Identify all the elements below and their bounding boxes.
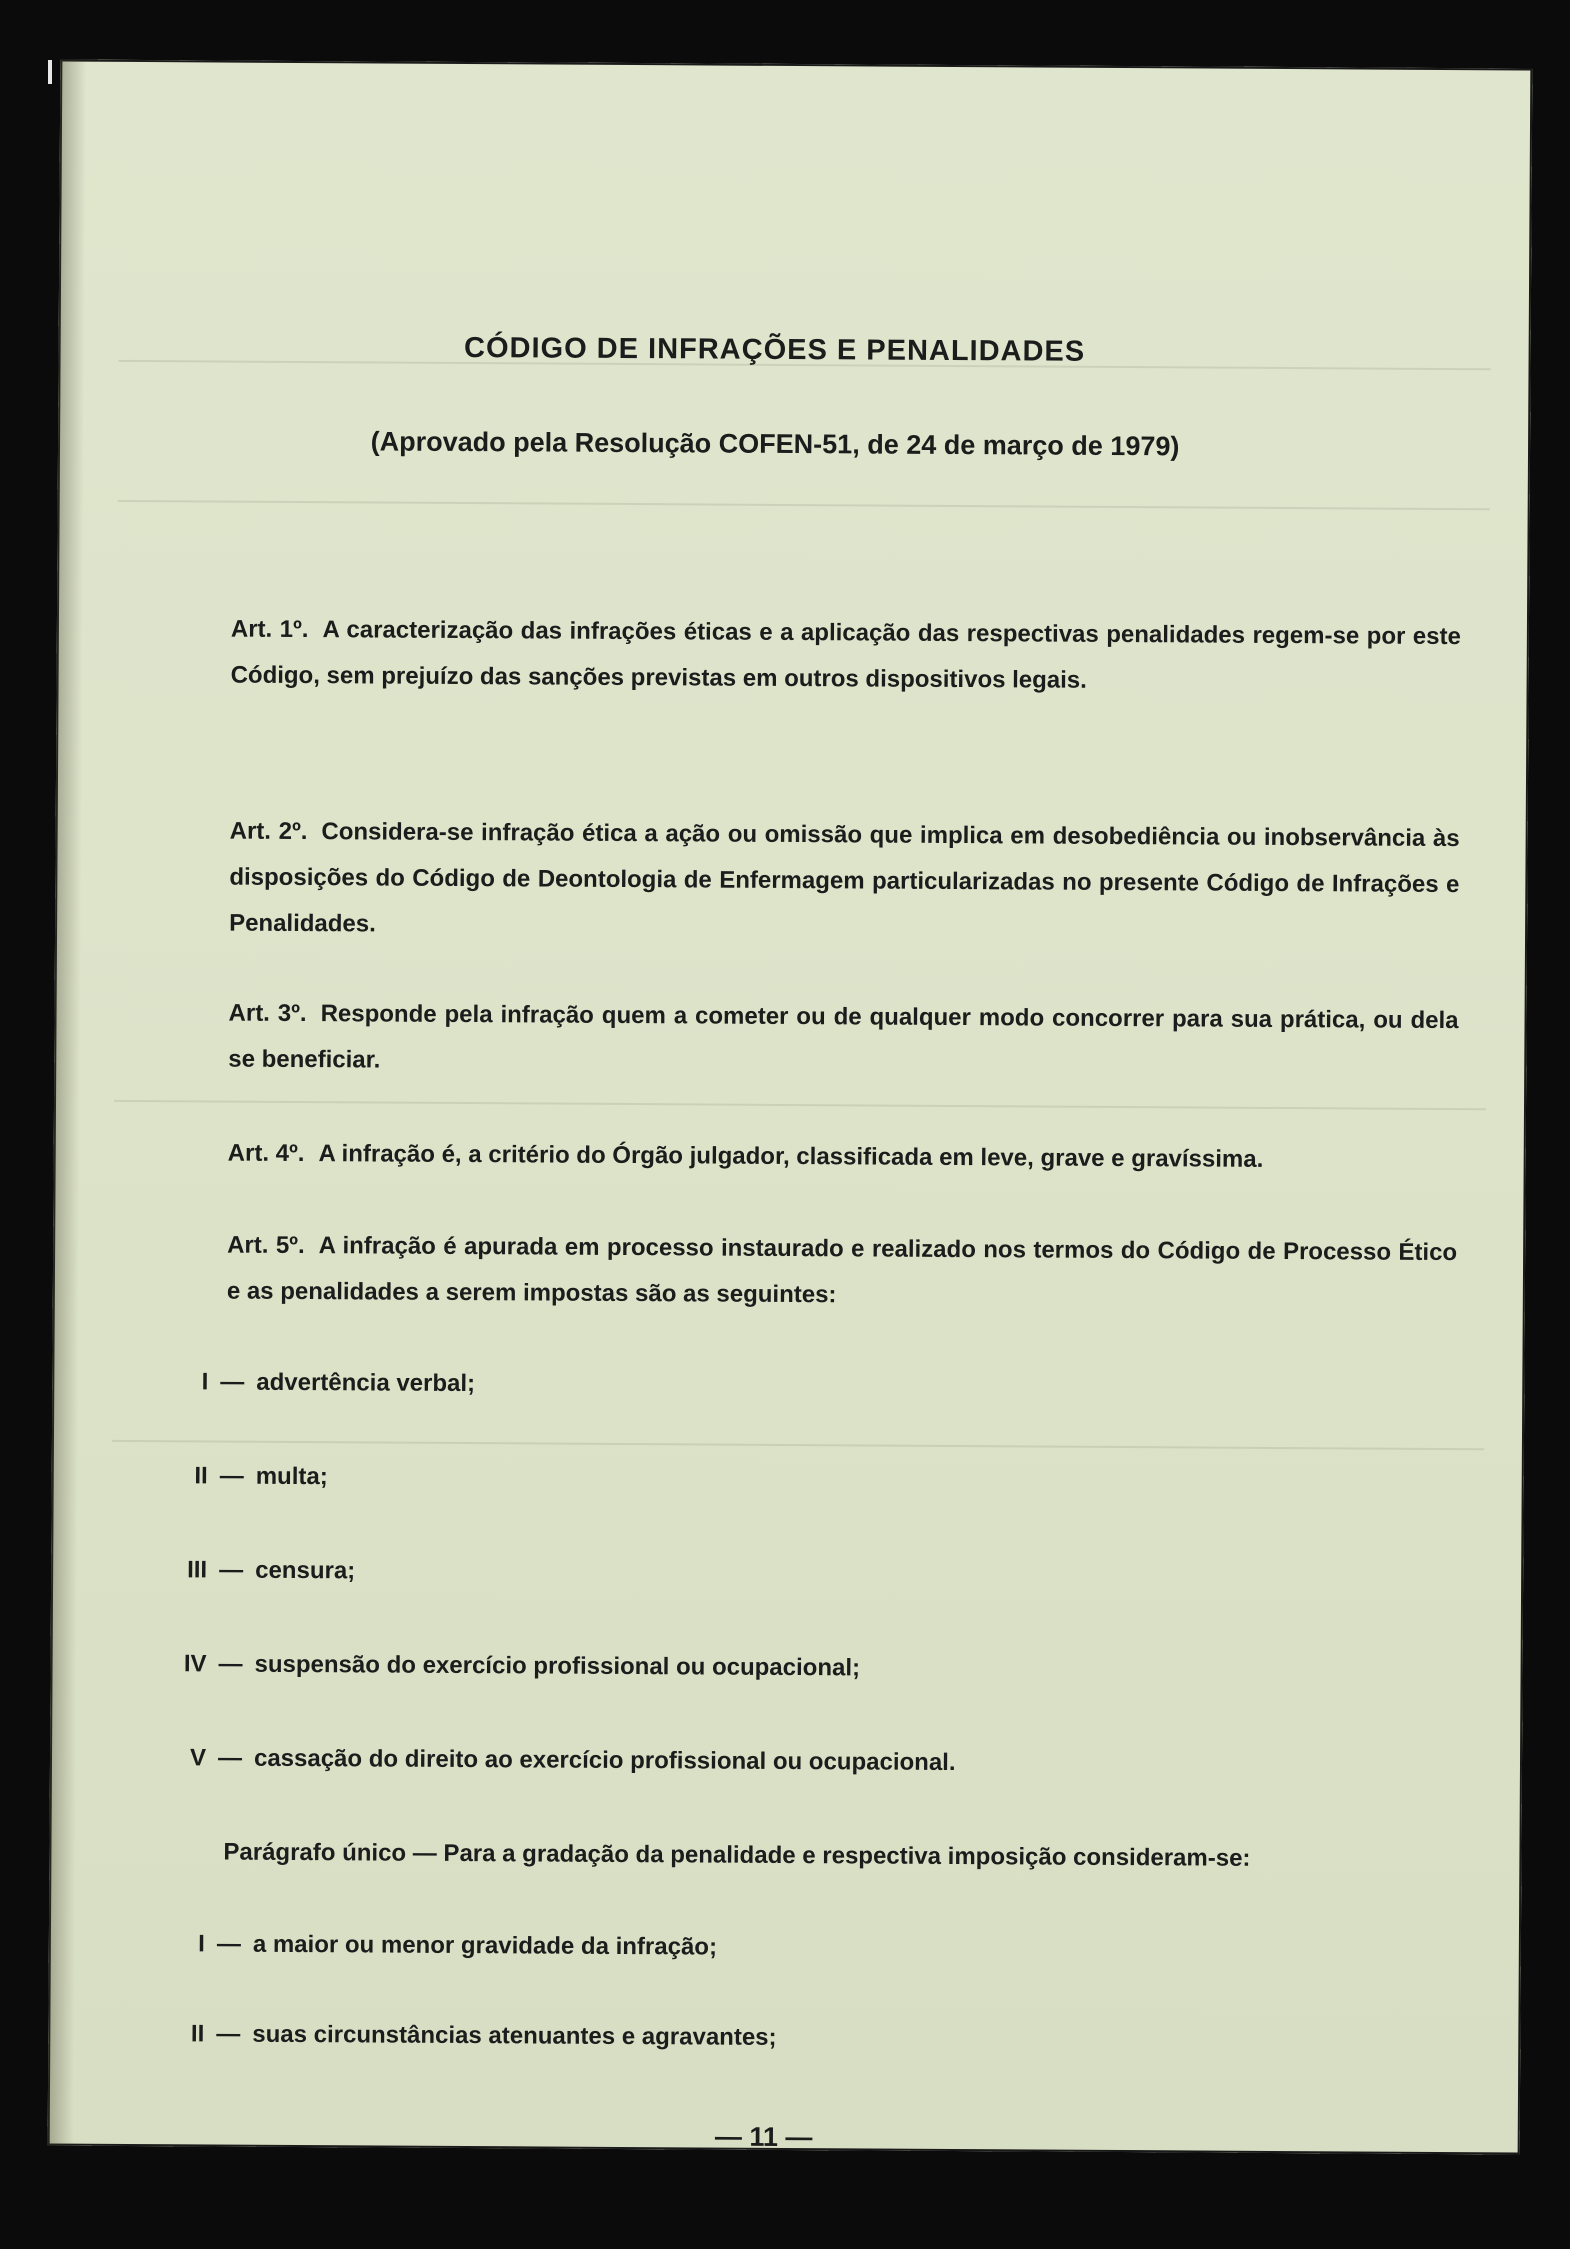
penalty-dash: — [219,1462,244,1490]
article-3 [118,990,1459,1090]
document-page [48,60,1533,2155]
penalty-dash: — [217,1744,243,1772]
article-text: A infração é apurada em processo instaurado e realizado nos termos do Código de Processo Ético e as penalidades a serem impostas são as seguintes: [226,1232,1458,1309]
article-text: Considera-se infração ética a ação ou omissão que implica em desobediência ou inobservância às disposições do Código de Deontologia de Enfermagem particularizadas no presente Código de Infrações e Penalidades. [229,818,1460,938]
penalty-item [114,1744,1414,1780]
article-text: Responde pela infração quem a cometer ou de qualquer modo concorrer para sua prática, ou dela se beneficiar. [228,1000,1459,1074]
article-1 [120,606,1461,706]
article-2 [119,808,1460,954]
criteria-dash: — [216,2020,241,2048]
penalty-text: advertência verbal; [256,1368,476,1398]
penalty-text: cassação do direito ao exercício profissional ou ocupacional. [253,1744,956,1777]
article-label: Art. 4º. [227,1139,305,1168]
penalty-text: suspensão do exercício profissional ou ocupacional; [254,1650,861,1682]
penalty-text: multa; [255,1462,328,1491]
penalty-numeral: I [201,1368,209,1396]
show-through-line [114,1100,1486,1110]
penalty-numeral: III [187,1556,208,1584]
penalty-dash: — [218,1650,243,1678]
article-4 [118,1130,1458,1184]
penalty-dash: — [219,1556,244,1584]
penalty-item [116,1462,1416,1498]
page-title: CÓDIGO DE INFRAÇÕES E PENALIDADES [463,331,1086,368]
penalty-numeral: II [194,1462,208,1490]
article-label: Art. 5º. [227,1231,305,1260]
criteria-numeral: I [198,1930,205,1958]
article-label: Art. 2º. [229,817,308,846]
penalty-numeral: IV [183,1650,207,1678]
article-5 [117,1222,1458,1322]
penalty-text: censura; [255,1556,356,1585]
criteria-dash: — [216,1930,241,1958]
penalty-dash: — [220,1368,245,1396]
criteria-item [113,1930,1413,1966]
show-through-line [112,1440,1484,1450]
page-number: — 11 — [714,2121,813,2153]
article-text: A infração é, a critério do Órgão julgador, classificada em leve, grave e gravíssima. [318,1140,1264,1173]
paragraph-unico: Parágrafo único — Para a gradação da penalidade e respectiva imposição consideram-se: [223,1838,1251,1872]
criteria-text: a maior ou menor gravidade da infração; [252,1930,718,1961]
article-label: Art. 3º. [228,999,307,1028]
penalty-item [115,1556,1415,1592]
criteria-item [112,2020,1412,2056]
penalty-item [116,1368,1416,1404]
criteria-numeral: II [190,2020,205,2048]
criteria-text: suas circunstâncias atenuantes e agravantes; [252,2020,777,2051]
corner-mark [48,60,52,84]
article-label: Art. 1º. [230,615,309,644]
penalty-item [115,1650,1415,1686]
show-through-line [118,500,1490,510]
article-text: A caracterização das infrações éticas e a aplicação das respectivas penalidades regem-se por este Código, sem prejuízo das sanções previstas em outros dispositivos legais. [230,616,1461,694]
page-subtitle: (Aprovado pela Resolução COFEN-51, de 24 de março de 1979) [370,426,1180,462]
penalty-numeral: V [189,1744,207,1772]
